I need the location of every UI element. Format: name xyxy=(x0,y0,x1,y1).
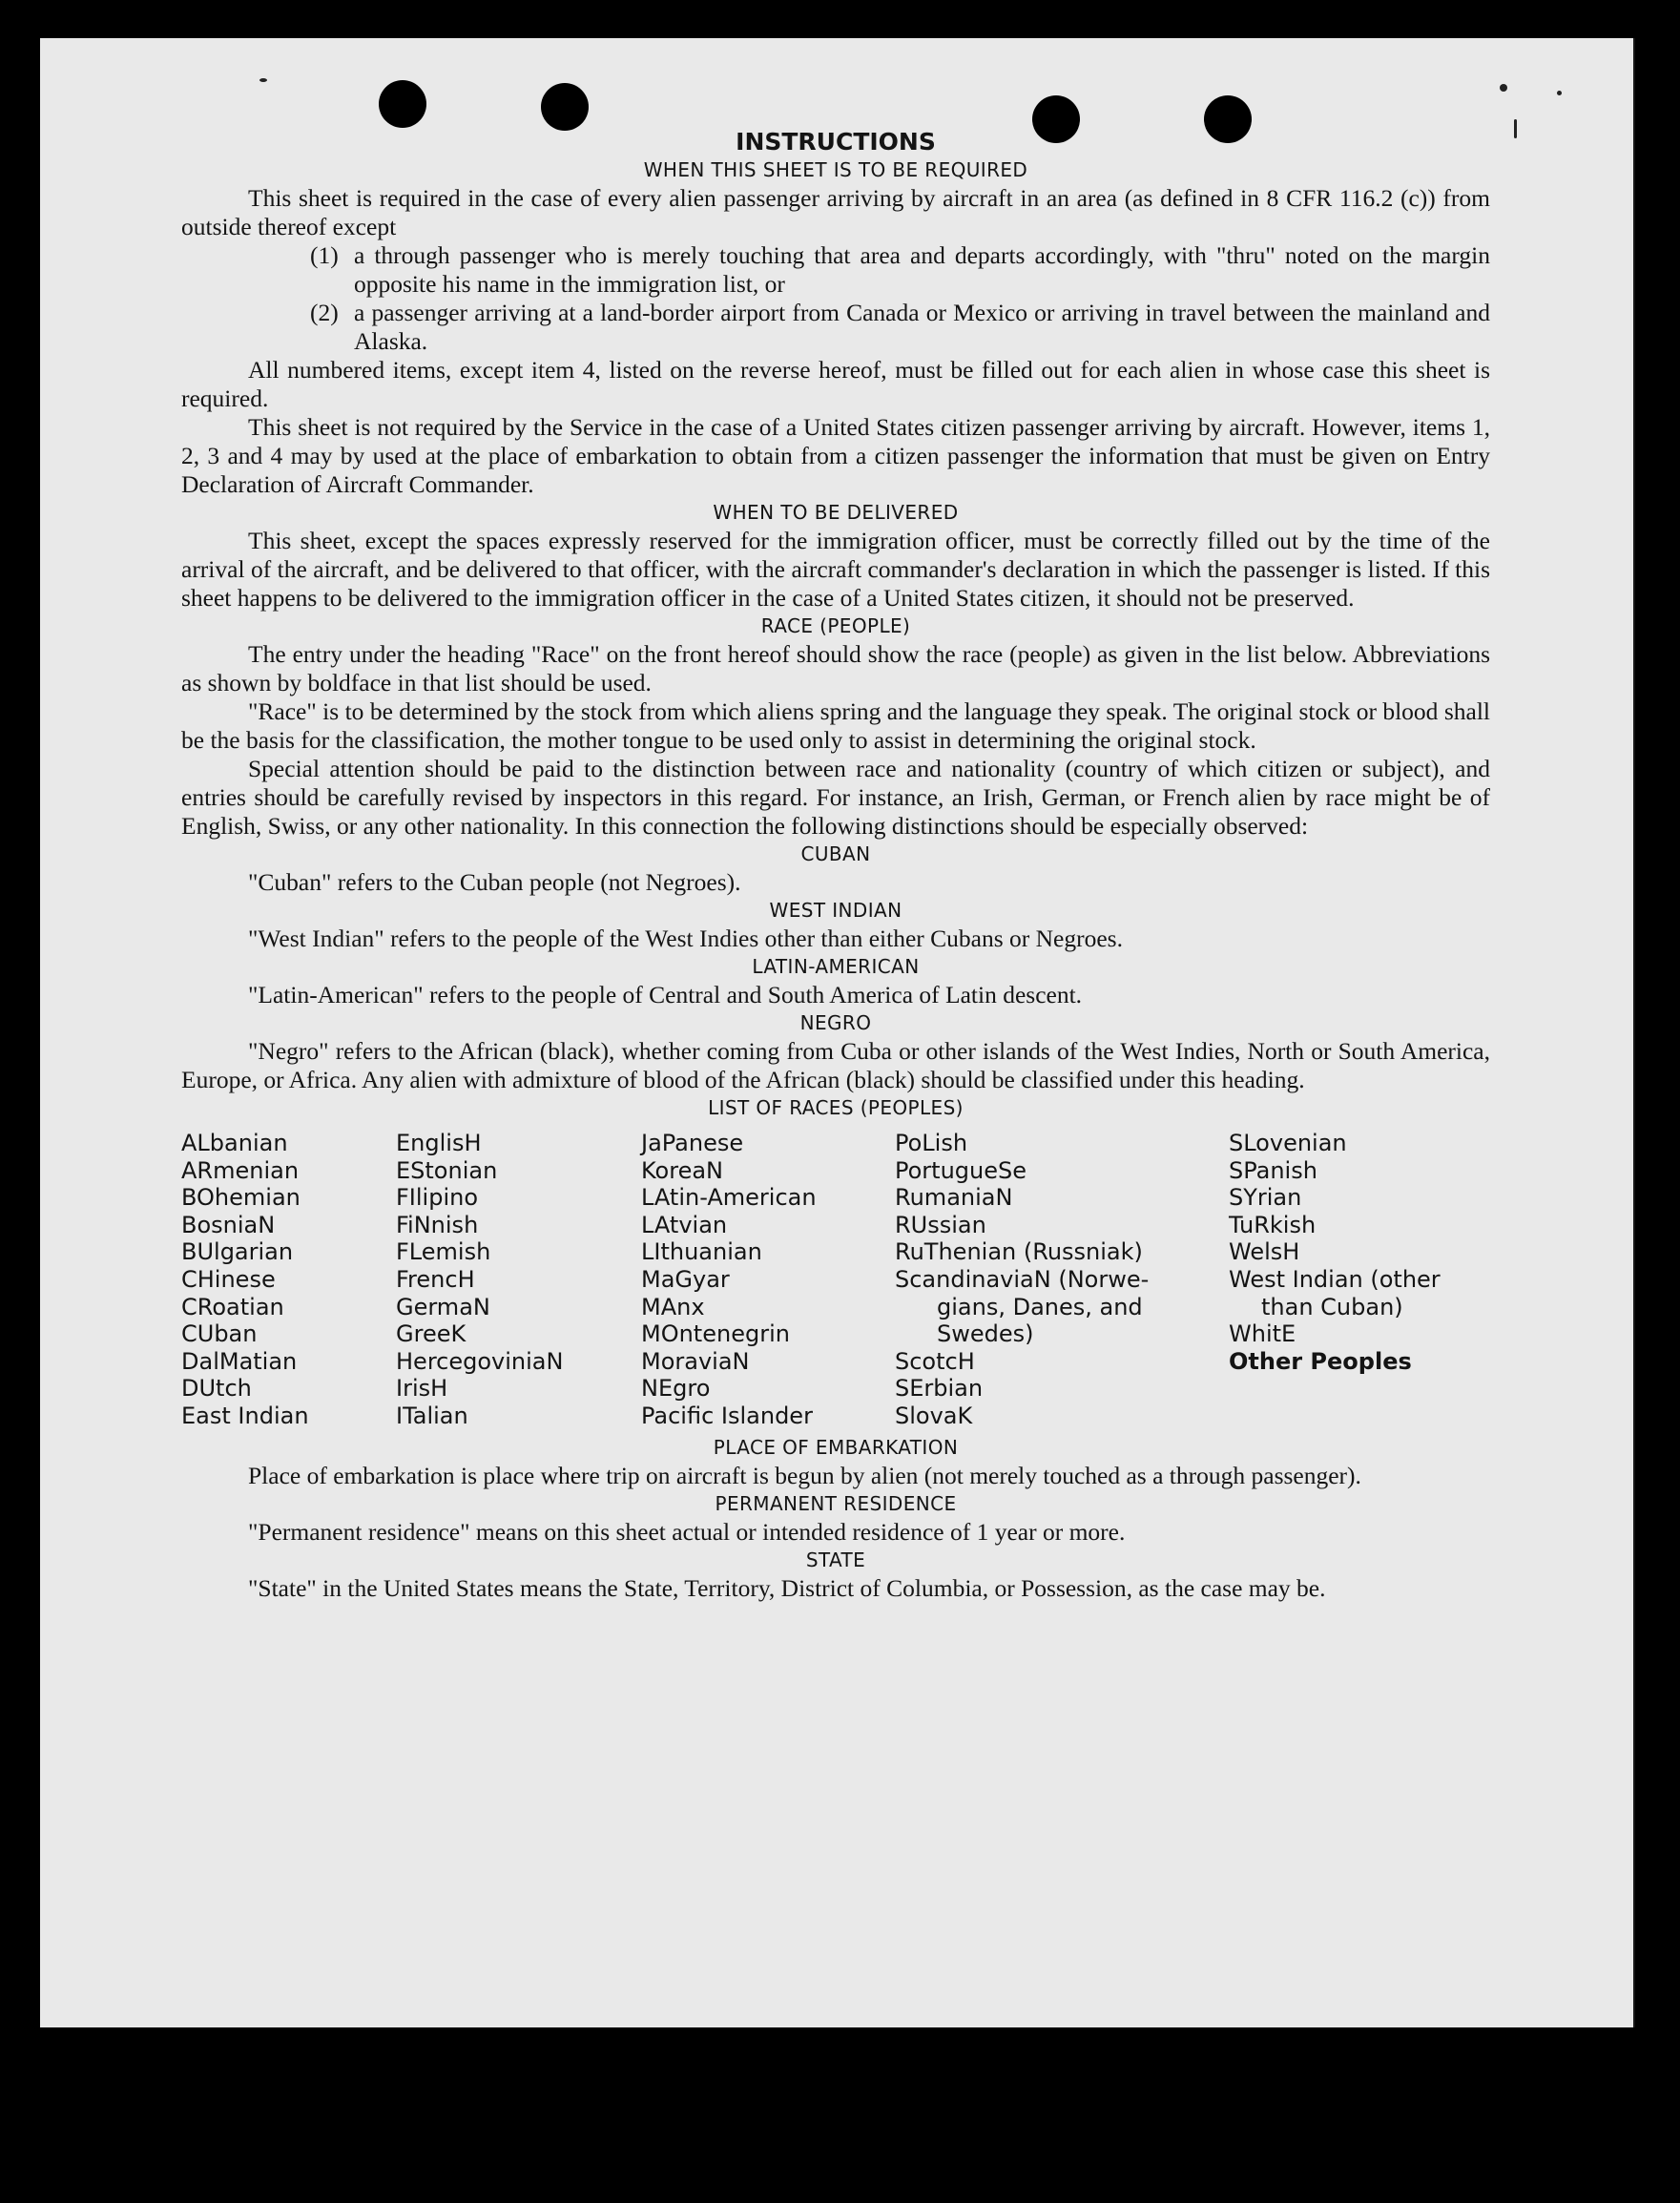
state-heading: STATE xyxy=(805,1548,866,1571)
race-entry: RUssian xyxy=(895,1211,986,1238)
race-entry: DalMatian xyxy=(181,1347,298,1375)
race-entry: RuThenian (Russniak) xyxy=(895,1238,1143,1266)
race-entry: IrisH xyxy=(396,1375,448,1403)
race-entry: BUlgarian xyxy=(181,1238,294,1266)
exception-item-1-text: a through passenger who is merely touching that area and departs accordingly, with "thru" noted on the margin opposite his name in the immigration list, or xyxy=(354,241,1490,298)
race-entry: SYrian xyxy=(1229,1184,1302,1212)
race-entry: Pacific Islander xyxy=(641,1402,813,1429)
exception-item-2-number: (2) xyxy=(310,299,339,326)
embarkation-heading: PLACE OF EMBARKATION xyxy=(713,1435,959,1459)
race-entry: GermaN xyxy=(396,1293,490,1320)
race-entry: SlovaK xyxy=(895,1402,973,1429)
race-entry: CUban xyxy=(181,1320,258,1348)
exception-item-2 xyxy=(310,299,1490,356)
race-entry: FLemish xyxy=(396,1238,491,1266)
race-entry: East Indian xyxy=(181,1402,309,1429)
paragraph-race-nationality: Special attention should be paid to the distinction between race and nationality (country of which citizen or subject), and entries should be carefully revised by inspectors in this regard. For instance, an Irish, German, or French alien by race might be of English, Swiss, or any other nationality. In this connection the following distinctions should be especially observed: xyxy=(181,755,1490,840)
race-entry: SPanish xyxy=(1229,1156,1317,1184)
race-entry: NEgro xyxy=(641,1375,711,1403)
race-entry: PoLish xyxy=(895,1130,968,1156)
race-entry: FIlipino xyxy=(396,1184,479,1212)
races-column-4 xyxy=(895,1130,1229,1430)
race-entry: MOntenegrin xyxy=(641,1320,790,1348)
latin-american-definition: "Latin-American" refers to the people of Central and South America of Latin descent. xyxy=(248,981,1083,1008)
race-entry: ScotcH xyxy=(895,1347,975,1375)
race-entry: ARmenian xyxy=(181,1156,300,1184)
paragraph-race-entry: The entry under the heading "Race" on the front hereof should show the race (people) as given in the list below. Abbreviations as shown by boldface in that list should be used. xyxy=(181,640,1490,696)
paragraph-delivery: This sheet, except the spaces expressly reserved for the immigration officer, must be correctly filled out by the time of the arrival of the aircraft, and be delivered to that officer, with the aircraft commander's declaration in which the passenger is listed. If this sheet happens to be delivered to the immigration officer in the case of a United States citizen, it should not be preserved. xyxy=(181,527,1490,612)
races-column-3 xyxy=(641,1130,895,1430)
when-delivered-heading: WHEN TO BE DELIVERED xyxy=(713,501,959,524)
west-indian-heading: WEST INDIAN xyxy=(769,899,902,922)
race-entry: WelsH xyxy=(1229,1238,1300,1266)
race-entry: SErbian xyxy=(895,1375,984,1403)
permanent-residence-heading: PERMANENT RESIDENCE xyxy=(715,1491,957,1515)
races-column-2 xyxy=(396,1130,641,1430)
race-entry: CHinese xyxy=(181,1265,276,1293)
race-entry: RumaniaN xyxy=(895,1184,1013,1212)
speck-mark xyxy=(1557,91,1562,95)
speck-mark xyxy=(1514,119,1517,138)
race-entry: West Indian (other xyxy=(1229,1265,1441,1293)
race-entry: SLovenian xyxy=(1229,1130,1347,1156)
race-entry: EnglisH xyxy=(396,1130,482,1156)
instructions-title: INSTRUCTIONS xyxy=(736,128,936,156)
race-heading: RACE (PEOPLE) xyxy=(760,614,911,637)
race-entry: FiNnish xyxy=(396,1211,479,1238)
race-entry-continuation: Swedes) xyxy=(937,1320,1034,1348)
race-entry: LAtin-American xyxy=(641,1184,817,1212)
race-entry: Other Peoples xyxy=(1229,1347,1412,1375)
speck-mark xyxy=(259,78,267,82)
race-entry: JaPanese xyxy=(641,1130,744,1156)
speck-mark xyxy=(1500,84,1507,92)
race-entry-continuation: gians, Danes, and xyxy=(937,1293,1143,1320)
west-indian-definition: "West Indian" refers to the people of the West Indies other than either Cubans or Negroes. xyxy=(248,925,1123,952)
race-entry: ALbanian xyxy=(181,1130,288,1156)
punch-hole xyxy=(541,83,589,131)
instructions-content xyxy=(181,128,1490,1603)
embarkation-definition: Place of embarkation is place where trip on aircraft is begun by alien (not merely touched as a through passenger). xyxy=(248,1461,1361,1489)
race-entry: WhitE xyxy=(1229,1320,1296,1348)
list-of-races-heading: LIST OF RACES (PEOPLES) xyxy=(708,1096,964,1119)
race-entry: MoraviaN xyxy=(641,1347,750,1375)
races-column-5 xyxy=(1229,1130,1490,1430)
when-required-heading: WHEN THIS SHEET IS TO BE REQUIRED xyxy=(643,158,1028,181)
state-definition: "State" in the United States means the State, Territory, District of Columbia, or Possession, as the case may be. xyxy=(248,1573,1326,1602)
race-entry: MAnx xyxy=(641,1293,705,1320)
paragraph-required: This sheet is required in the case of every alien passenger arriving by aircraft in an area (as defined in 8 CFR 116.2 (c)) from outside thereof except xyxy=(181,184,1490,240)
race-entry: BosniaN xyxy=(181,1211,276,1238)
punch-hole xyxy=(379,80,426,128)
negro-heading: NEGRO xyxy=(799,1011,872,1034)
race-entry: MaGyar xyxy=(641,1265,730,1293)
race-entry: DUtch xyxy=(181,1375,252,1403)
race-entry: TuRkish xyxy=(1229,1211,1317,1238)
paragraph-citizen: This sheet is not required by the Service in the case of a United States citizen passenger arriving by aircraft. However, items 1, 2, 3 and 4 may by used at the place of embarkation to obtain from a citizen passenger the information that must be given on Entry Declaration of Aircraft Commander. xyxy=(181,413,1490,498)
race-entry: ScandinaviaN (Norwe- xyxy=(895,1265,1150,1293)
race-entry: LAtvian xyxy=(641,1211,728,1238)
race-entry: LIthuanian xyxy=(641,1238,762,1266)
race-entry: HercegoviniaN xyxy=(396,1347,564,1375)
race-entry: PortugueSe xyxy=(895,1156,1027,1184)
exception-item-1-number: (1) xyxy=(310,241,339,269)
cuban-heading: CUBAN xyxy=(800,842,871,865)
paragraph-numbered-items: All numbered items, except item 4, listed on the reverse hereof, must be filled out for each alien in whose case this sheet is required. xyxy=(181,356,1490,412)
exception-item-2-text: a passenger arriving at a land-border airport from Canada or Mexico or arriving in travel between the mainland and Alaska. xyxy=(354,299,1490,355)
race-entry-continuation: than Cuban) xyxy=(1261,1293,1403,1320)
list-of-races xyxy=(181,1130,1490,1430)
race-entry: GreeK xyxy=(396,1320,467,1348)
cuban-definition: "Cuban" refers to the Cuban people (not Negroes). xyxy=(248,868,741,896)
race-entry: KoreaN xyxy=(641,1156,723,1184)
race-entry: CRoatian xyxy=(181,1293,284,1320)
paragraph-race-determination: "Race" is to be determined by the stock from which aliens spring and the language they speak. The original stock or blood shall be the basis for the classification, the mother tongue to be used only to assist in determining the original stock. xyxy=(181,697,1490,754)
race-entry: EStonian xyxy=(396,1156,498,1184)
race-entry: FrencH xyxy=(396,1265,475,1293)
exception-item-1 xyxy=(310,241,1490,299)
permanent-residence-definition: "Permanent residence" means on this sheet actual or intended residence of 1 year or more. xyxy=(248,1517,1126,1546)
race-entry: ITalian xyxy=(396,1402,468,1429)
latin-american-heading: LATIN-AMERICAN xyxy=(752,955,920,978)
negro-definition: "Negro" refers to the African (black), whether coming from Cuba or other islands of the West Indies, North or South America, Europe, or Africa. Any alien with admixture of blood of the African (black) should be classified under this heading. xyxy=(181,1037,1490,1093)
race-entry: BOhemian xyxy=(181,1184,301,1212)
races-column-1 xyxy=(181,1130,396,1430)
